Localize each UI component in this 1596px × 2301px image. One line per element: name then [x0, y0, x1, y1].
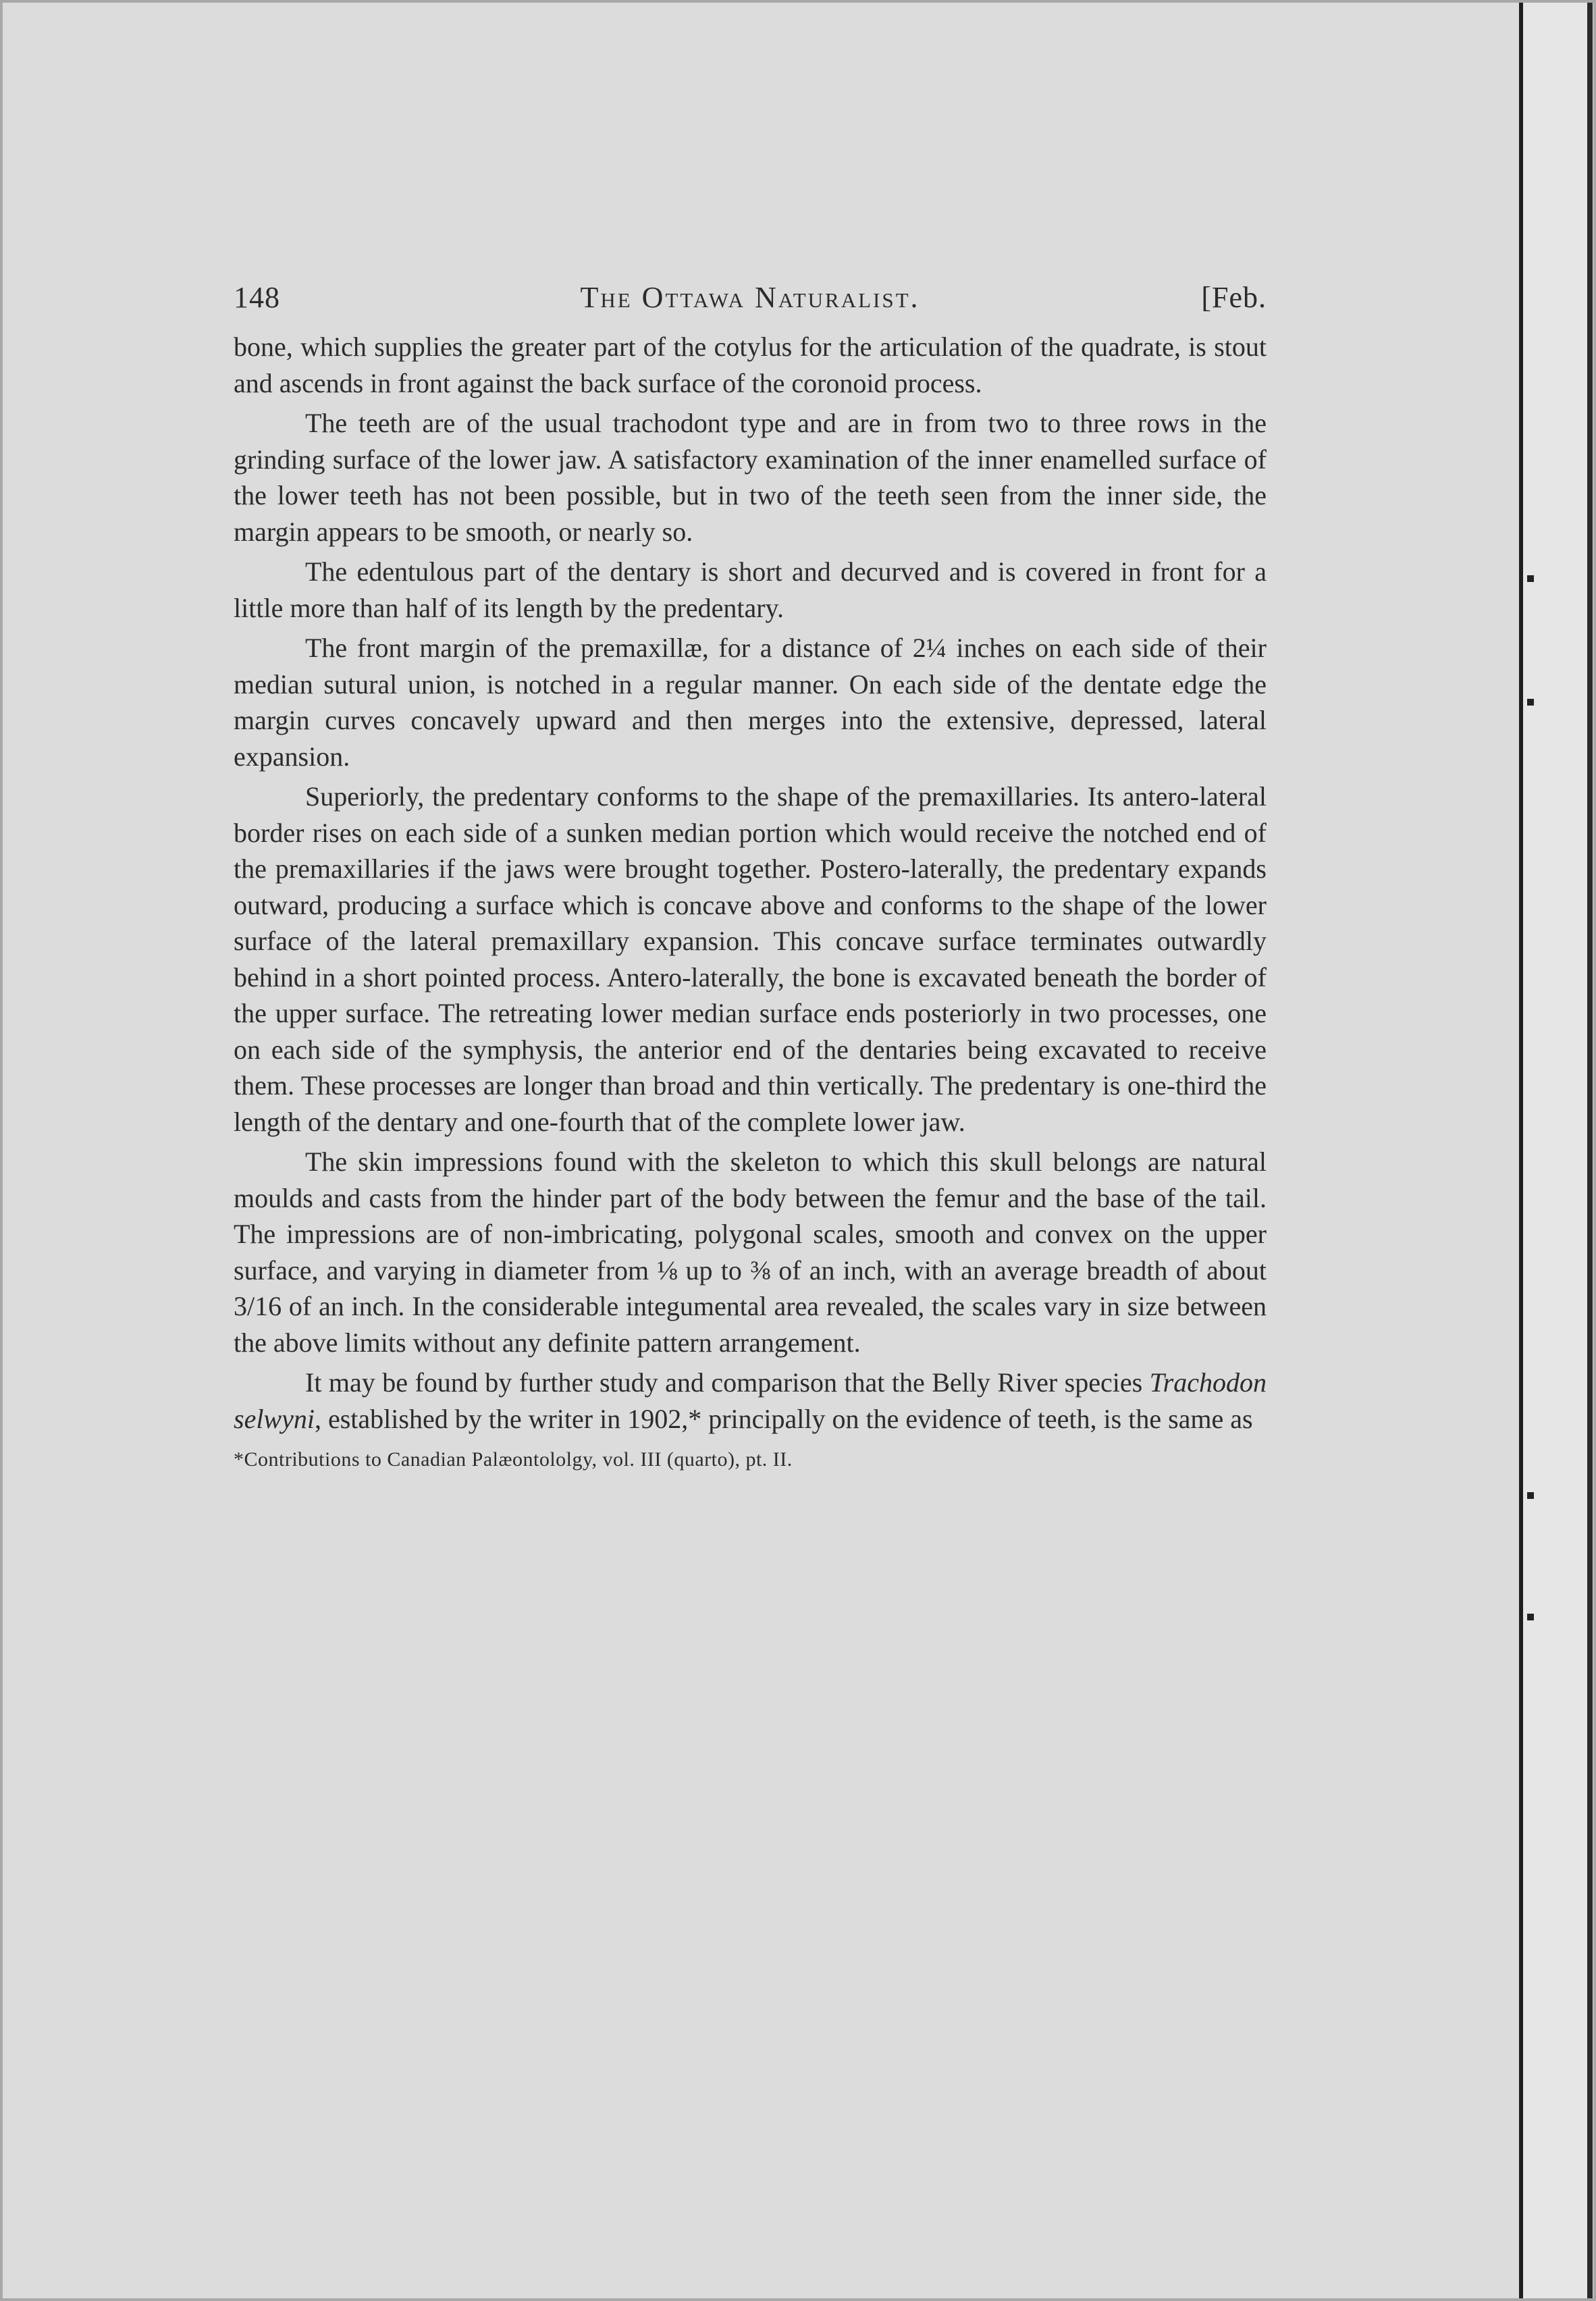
paragraph: The front margin of the premaxillæ, for a distance of 2¼ inches on each side of their median sutural union, is notched in a regular manner. On each side of the dentate edge the margin curves concavely upward and then merges into the extensive, depressed, lateral expansion. [234, 633, 1267, 772]
paragraph-text: It may be found by further study and comparison that the Belly River species [305, 1367, 1150, 1398]
edge-mark [1527, 699, 1534, 706]
edge-mark [1527, 1492, 1534, 1499]
adjacent-page-edge [1519, 3, 1593, 2298]
journal-title: The Ottawa Naturalist. [580, 281, 920, 314]
paragraph: Superiorly, the predentary conforms to the shape of the premaxillaries. Its antero-lateral border rises on each side of a sunken median portion which would receive the notched end of the premaxillaries if the jaws were brought together. Postero-laterally, the predentary expands outward, producing a surface which is concave above and conforms to the shape of the lower surface of the lateral premaxillary expansion. This concave surface terminates outwardly behind in a short pointed process. Antero-laterally, the bone is excavated beneath the border of the upper surface. The retreating lower median surface ends posteriorly in two processes, one on each side of the symphysis, the anterior end of the dentaries being excavated to receive them. These processes are longer than broad and thin vertically. The predentary is one-third the length of the dentary and one-fourth that of the complete lower jaw. [234, 781, 1267, 1137]
footnote: *Contributions to Canadian Palæontololgy, vol. III (quarto), pt. II. [234, 1448, 793, 1471]
paragraph: The teeth are of the usual trachodont type and are in from two to three rows in the grinding surface of the lower jaw. A satisfactory examination of the inner enamelled surface of the lower teeth has not been possible, but in two of the teeth seen from the inner side, the margin appears to be smooth, or nearly so. [234, 408, 1267, 547]
paragraph-last [234, 1365, 1267, 1437]
paragraph: bone, which supplies the greater part of the cotylus for the articulation of the quadrate, is stout and ascends in front against the back surface of the coronoid process. [234, 332, 1267, 398]
issue-label: [Feb. [1201, 281, 1267, 314]
edge-mark [1527, 1614, 1534, 1620]
page-content [234, 280, 1267, 1473]
edge-mark [1527, 575, 1534, 582]
page-number: 148 [234, 281, 280, 314]
paragraph-text: , established by the writer in 1902,* principally on the evidence of teeth, is the same as [314, 1403, 1253, 1434]
paragraph: The skin impressions found with the skeleton to which this skull belongs are natural moulds and casts from the hinder part of the body between the femur and the base of the tail. The impressions are of non-imbricating, polygonal scales, smooth and convex on the upper surface, and varying in diameter from ⅛ up to ⅜ of an inch, with an average breadth of about 3/16 of an inch. In the considerable integumental area revealed, the scales vary in size between the above limits without any definite pattern arrangement. [234, 1146, 1267, 1358]
article-body [234, 329, 1267, 1437]
running-header [234, 280, 1267, 329]
species-name: Trachodon selwyni [234, 1367, 1267, 1434]
paragraph: The edentulous part of the dentary is short and decurved and is covered in front for a little more than half of its length by the predentary. [234, 556, 1267, 623]
